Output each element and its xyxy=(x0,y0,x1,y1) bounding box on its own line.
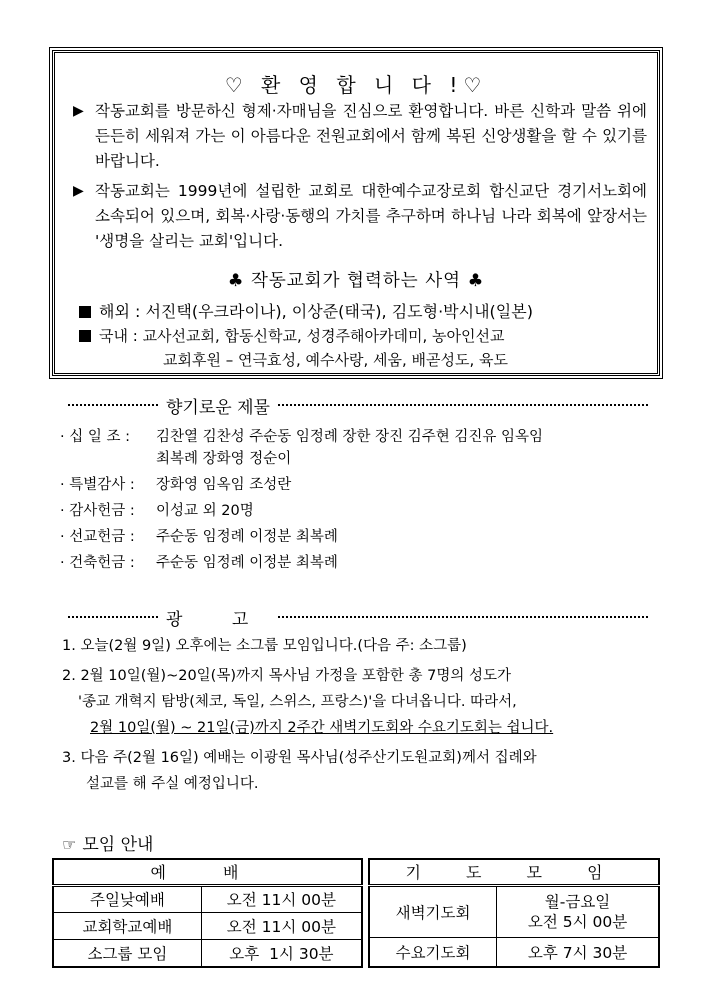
offering-row: · 특별감사 : 장화영 임옥임 조성란 xyxy=(60,477,292,493)
triangle-bullet-icon: ▶ xyxy=(73,103,84,119)
notice-line: 설교를 해 주실 예정입니다. xyxy=(86,776,259,792)
table-row: 새벽기도회 월-금요일 오전 5시 00분 xyxy=(369,885,659,938)
dotted-divider xyxy=(278,404,648,406)
welcome-paragraph-text: 작동교회를 방문하신 형제·자매님을 진심으로 환영합니다. 바른 신학과 말씀 위에 든든히 세워져 가는 이 아름다운 전원교회에서 함께 복된 신앙생활을 할 수 있기를 바랍니다. xyxy=(95,102,647,170)
ministry-title: ♣ 작동교회가 협력하는 사역 ♣ xyxy=(227,271,485,291)
pointing-hand-icon: ☞ xyxy=(62,835,77,854)
meeting-guide-title: ☞ 모임 안내 xyxy=(62,835,154,855)
notice-heading: 광 고 xyxy=(166,609,271,630)
mission-domestic: 국내 : 교사선교회, 합동신학교, 성경주해아카데미, 농아인선교 xyxy=(79,325,504,347)
dotted-divider xyxy=(68,616,158,618)
offering-row: · 건축헌금 : 주순동 임정례 이정분 최복례 xyxy=(60,555,338,571)
notice-line: 3. 다음 주(2월 16일) 예배는 이광원 목사님(성주산기도원교회)께서 집례와 xyxy=(62,750,537,766)
worship-table xyxy=(52,858,363,968)
welcome-paragraph-text: 작동교회는 1999년에 설립한 교회로 대한예수교장로회 합신교단 경기서노회에 소속되어 있으며, 회복·사랑·동행의 가치를 추구하며 하나님 나라 회복에 앞장서는 '생명을 살리는 교회'입니다. xyxy=(95,182,647,250)
square-bullet-icon xyxy=(79,306,91,318)
offering-row: 최복례 장화영 정순이 xyxy=(156,451,292,467)
triangle-bullet-icon: ▶ xyxy=(73,183,84,199)
welcome-paragraph-2 xyxy=(73,179,647,254)
notice-line: '종교 개혁지 탐방(체코, 독일, 스위스, 프랑스)'을 다녀옵니다. 따라서, xyxy=(78,694,517,710)
notice-line: 2. 2월 10일(월)~20일(목)까지 목사님 가정을 포함한 총 7명의 성도가 xyxy=(62,668,511,684)
dotted-divider xyxy=(278,616,648,618)
notice-line-underlined: 2월 10일(월) ~ 21일(금)까지 2주간 새벽기도회와 수요기도회는 쉽니다. xyxy=(90,720,554,736)
dotted-divider xyxy=(68,404,158,406)
welcome-title: ♡ 환 영 합 니 다 !♡ xyxy=(224,73,488,97)
table-row: 수요기도회 오후 7시 30분 xyxy=(369,938,659,967)
offering-section-header xyxy=(68,394,648,416)
mission-overseas: 해외 : 서진택(우크라이나), 이상준(태국), 김도형·박시내(일본) xyxy=(79,301,533,323)
prayer-table-heading: 기 도 모 임 xyxy=(369,859,659,885)
mission-domestic-cont: 교회후원 – 연극효성, 예수사랑, 세움, 배곧성도, 육도 xyxy=(163,351,508,369)
offering-heading: 향기로운 제물 xyxy=(166,397,270,418)
table-row: 주일낮예배 오전 11시 00분 xyxy=(53,885,362,913)
notice-line: 1. 오늘(2월 9일) 오후에는 소그룹 모임입니다.(다음 주: 소그룹) xyxy=(62,638,467,654)
offering-row: · 십 일 조 : 김찬열 김찬성 주순동 임정례 장한 장진 김주현 김진유 임옥임 xyxy=(60,429,544,445)
table-row: 소그룹 모임 오후 1시 30분 xyxy=(53,940,362,967)
offering-row: · 감사헌금 : 이성교 외 20명 xyxy=(60,503,254,519)
notice-section-header xyxy=(68,606,648,628)
worship-table-heading: 예 배 xyxy=(53,859,362,885)
prayer-table xyxy=(368,858,660,968)
offering-row: · 선교헌금 : 주순동 임정례 이정분 최복례 xyxy=(60,529,338,545)
welcome-paragraph-1 xyxy=(73,99,647,174)
table-row: 교회학교예배 오전 11시 00분 xyxy=(53,913,362,940)
square-bullet-icon xyxy=(79,330,91,342)
welcome-box xyxy=(52,50,660,376)
